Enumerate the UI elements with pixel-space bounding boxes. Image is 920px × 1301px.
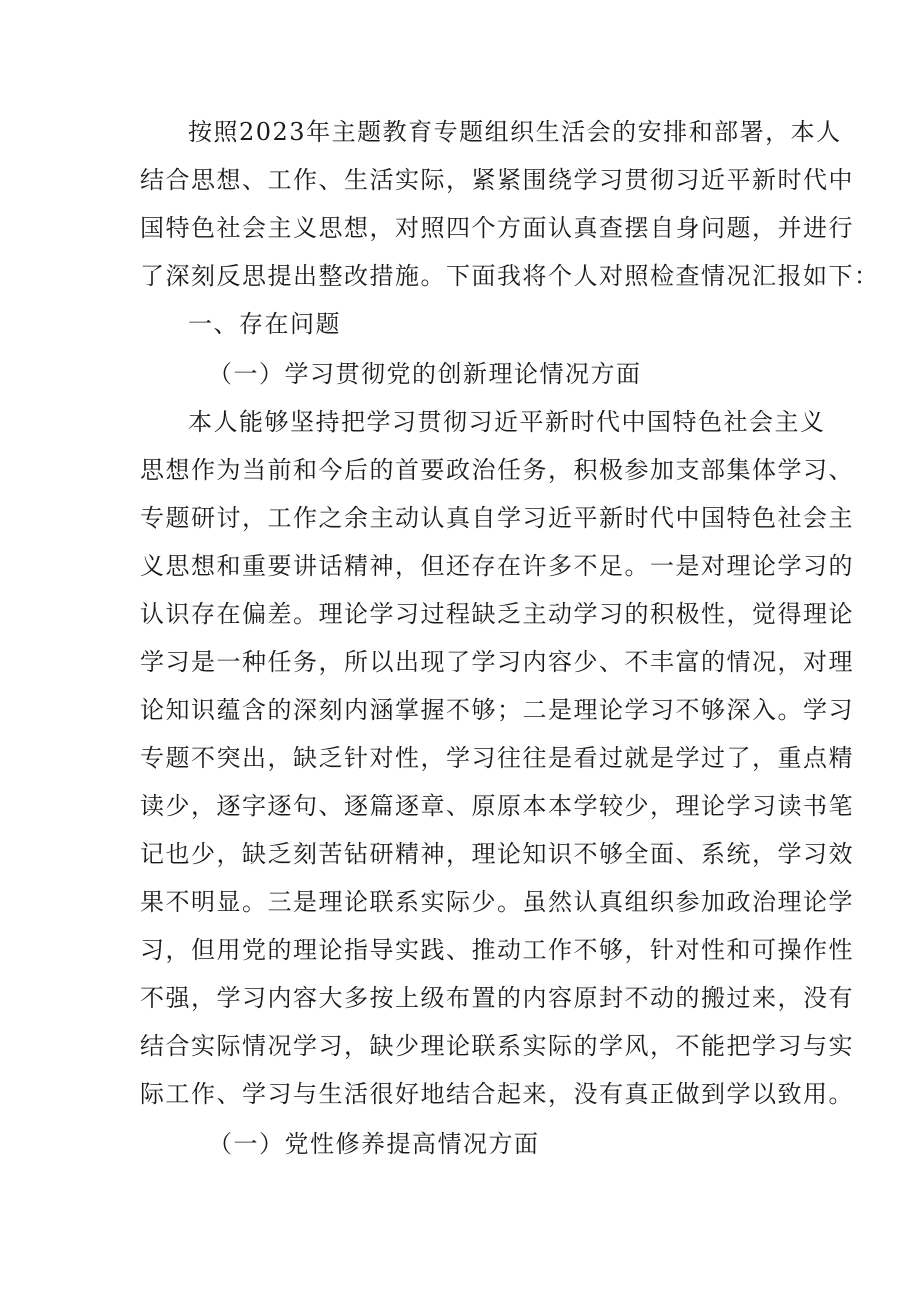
subsection-heading-2: （一）党性修养提高情况方面	[208, 1130, 540, 1158]
body-line-4: 义思想和重要讲话精神，但还存在许多不足。一是对理论学习的	[140, 552, 854, 580]
body-line-13: 不强，学习内容大多按上级布置的内容原封不动的搬过来，没有	[140, 984, 854, 1012]
body-line-9: 读少，逐字逐句、逐篇逐章、原原本本学较少，理论学习读书笔	[140, 792, 854, 820]
body-line-15: 际工作、学习与生活很好地结合起来，没有真正做到学以致用。	[140, 1080, 854, 1108]
body-line-8: 专题不突出，缺乏针对性，学习往往是看过就是学过了，重点精	[140, 744, 854, 772]
subsection-heading-1: （一）学习贯彻党的创新理论情况方面	[208, 360, 642, 388]
body-line-12: 习，但用党的理论指导实践、推动工作不够，针对性和可操作性	[140, 936, 854, 964]
section-heading: 一、存在问题	[188, 310, 341, 338]
body-line-1: 本人能够坚持把学习贯彻习近平新时代中国特色社会主义	[188, 408, 826, 436]
intro-line-1: 按照2023年主题教育专题组织生活会的安排和部署，本人	[188, 118, 842, 146]
body-line-7: 论知识蕴含的深刻内涵掌握不够；二是理论学习不够深入。学习	[140, 696, 854, 724]
body-line-10: 记也少，缺乏刻苦钻研精神，理论知识不够全面、系统，学习效	[140, 840, 854, 868]
body-line-5: 认识存在偏差。理论学习过程缺乏主动学习的积极性，觉得理论	[140, 600, 854, 628]
body-line-3: 专题研讨，工作之余主动认真自学习近平新时代中国特色社会主	[140, 504, 854, 532]
intro-line-4: 了深刻反思提出整改措施。下面我将个人对照检查情况汇报如下：	[140, 262, 880, 290]
body-line-6: 学习是一种任务，所以出现了学习内容少、不丰富的情况，对理	[140, 648, 854, 676]
body-line-14: 结合实际情况学习，缺少理论联系实际的学风，不能把学习与实	[140, 1032, 854, 1060]
intro-line-3: 国特色社会主义思想，对照四个方面认真查摆自身问题，并进行	[140, 214, 854, 242]
body-line-2: 思想作为当前和今后的首要政治任务，积极参加支部集体学习、	[140, 456, 854, 484]
intro-line-2: 结合思想、工作、生活实际，紧紧围绕学习贯彻习近平新时代中	[140, 166, 854, 194]
body-line-11: 果不明显。三是理论联系实际少。虽然认真组织参加政治理论学	[140, 888, 854, 916]
